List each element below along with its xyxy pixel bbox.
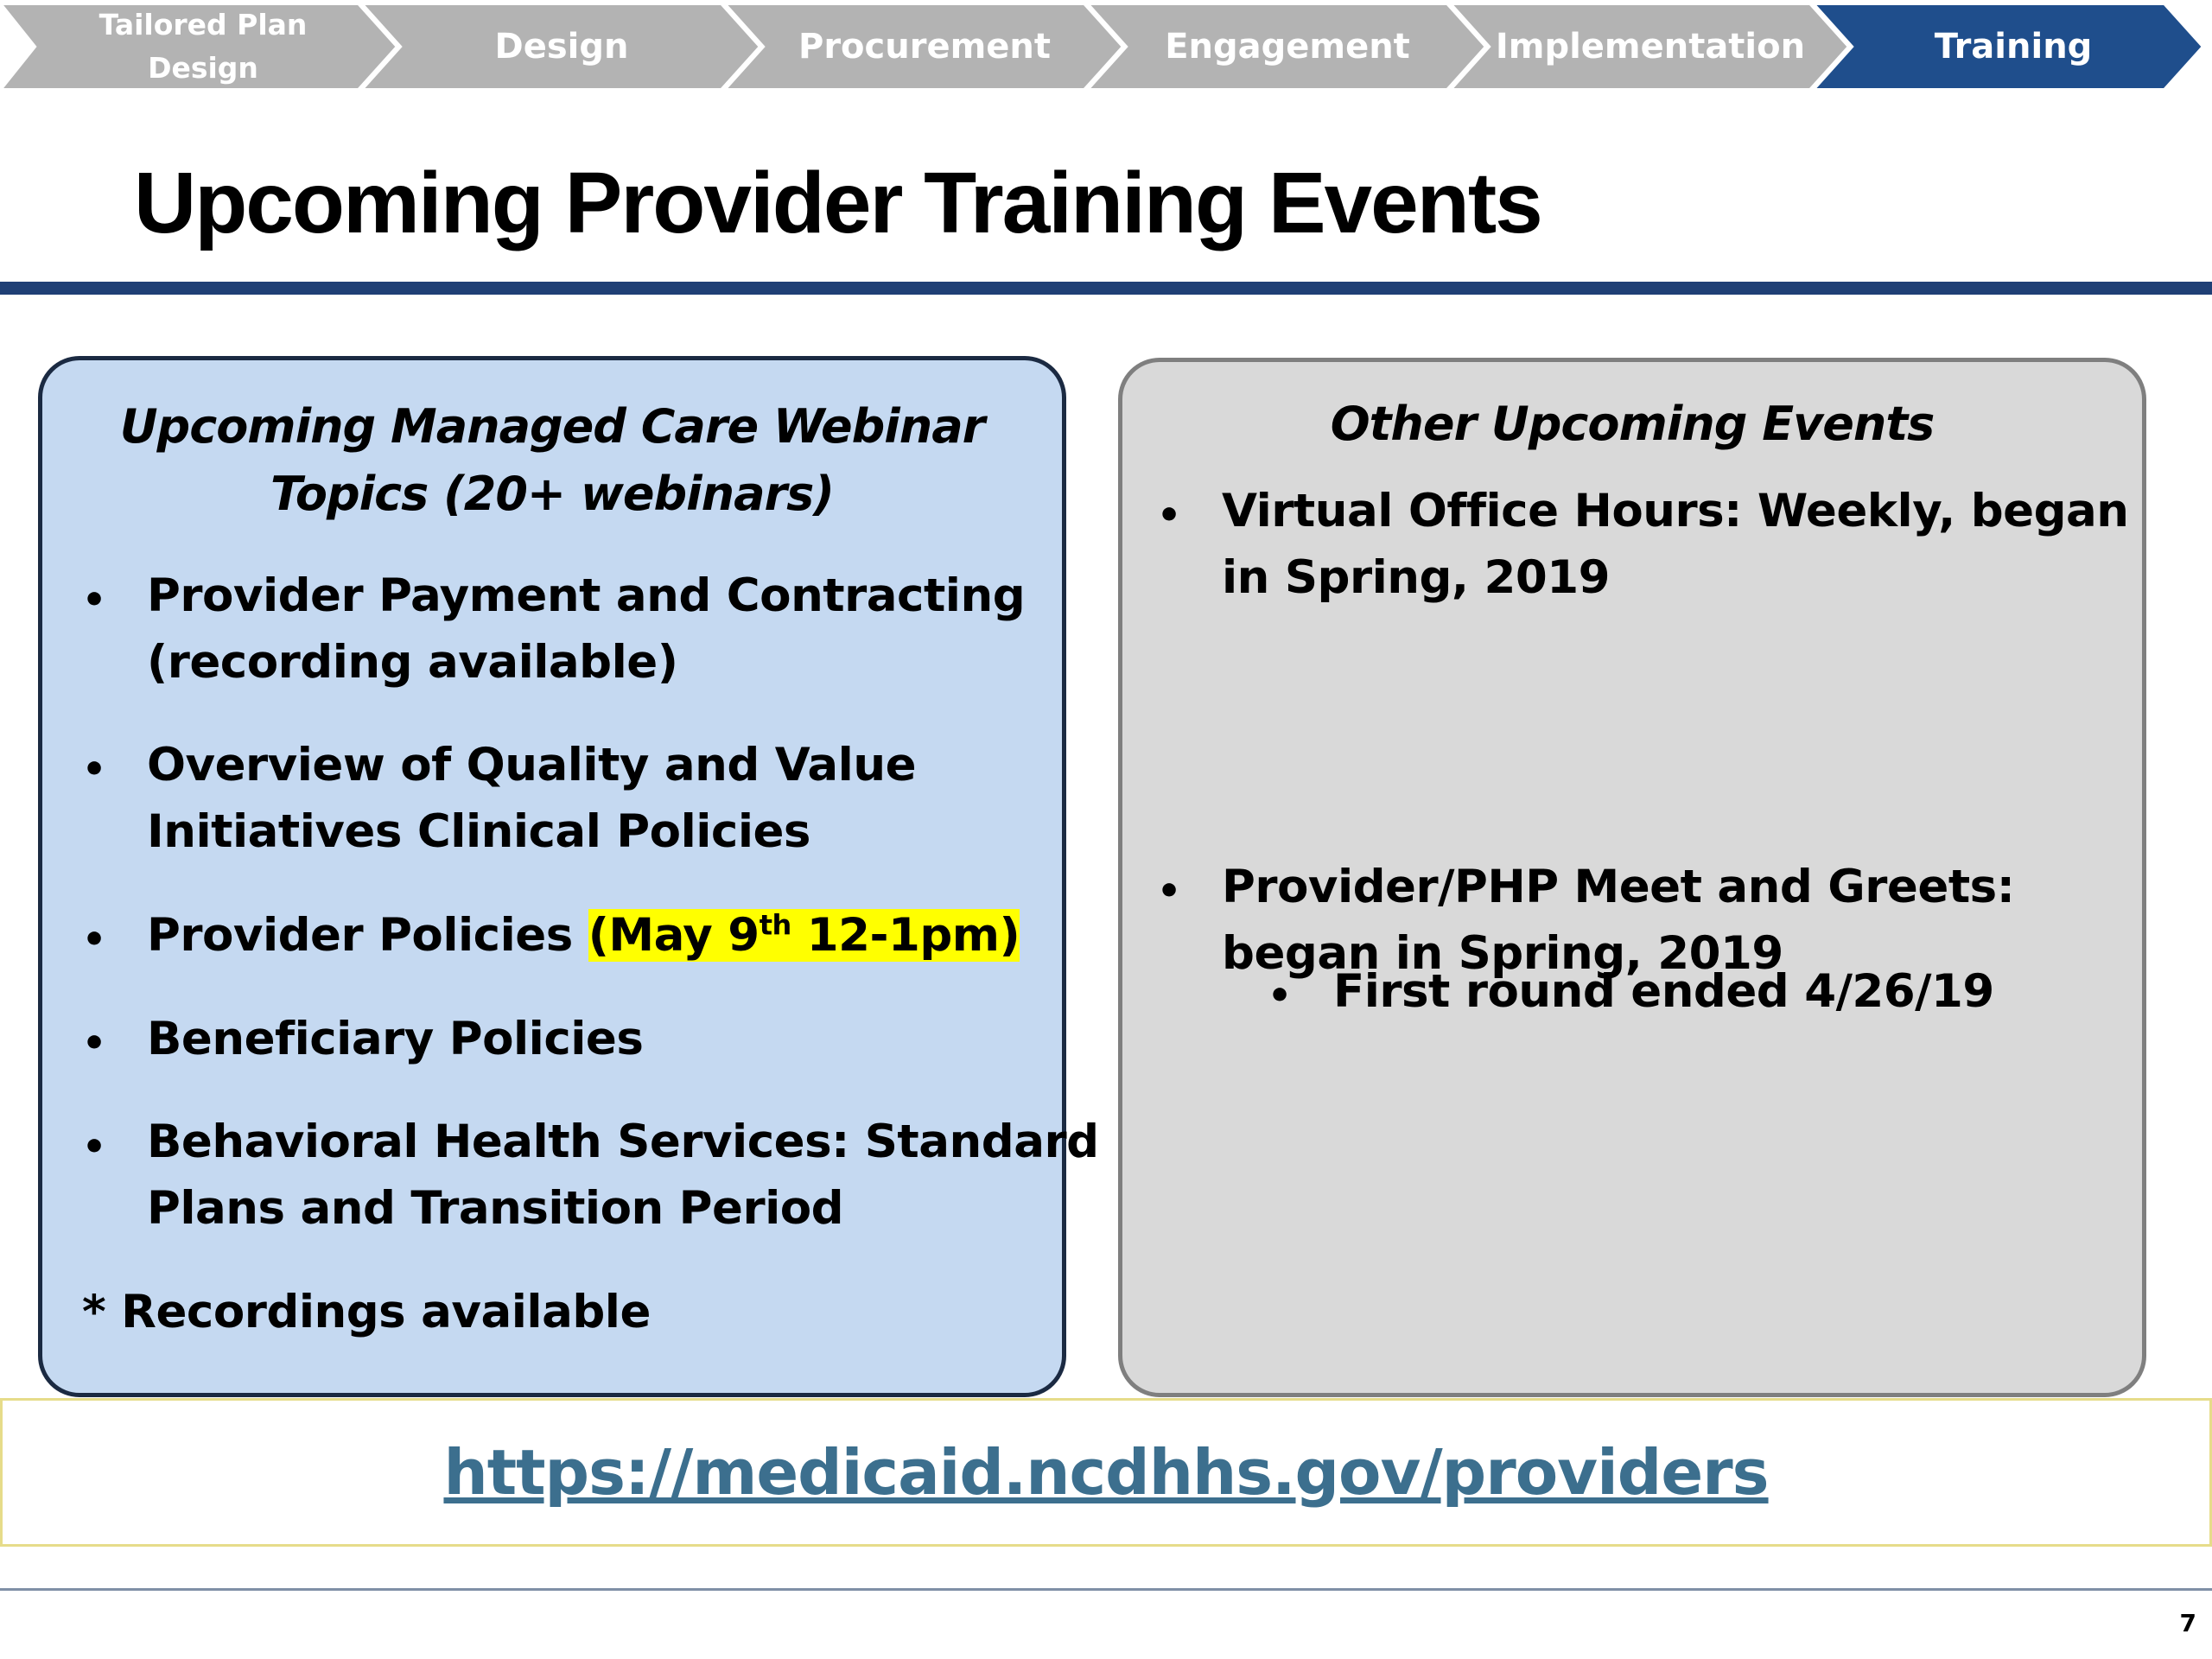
other-events-panel bbox=[1118, 358, 2146, 1397]
webinar-topics-panel bbox=[38, 356, 1099, 1397]
nav-step-engagement[interactable]: Engagement bbox=[1165, 27, 1410, 67]
bullet-icon: • bbox=[1157, 493, 1182, 537]
nav-step-procurement[interactable]: Procurement bbox=[798, 27, 1051, 67]
page-title: Upcoming Provider Training Events bbox=[134, 155, 1541, 251]
page-number: 7 bbox=[2179, 1609, 2196, 1637]
bullet-icon: • bbox=[82, 578, 107, 622]
bullet-icon: • bbox=[82, 1021, 107, 1065]
sub-bullet-icon: • bbox=[1268, 974, 1293, 1018]
webinar-topic-item: Behavioral Health Services: Standard Plans and Transition Period bbox=[147, 1116, 1099, 1235]
nav-step-design[interactable]: Design bbox=[494, 27, 629, 67]
nav-step-implementation[interactable]: Implementation bbox=[1495, 27, 1806, 67]
nav-step-tailored-plan-design[interactable]: Tailored Plan Design bbox=[99, 8, 308, 85]
webinar-topic-item: Provider Payment and Contracting (recording available) bbox=[147, 569, 1026, 689]
recordings-note: * Recordings available bbox=[82, 1286, 651, 1338]
footer-divider bbox=[0, 1588, 2212, 1591]
webinar-topic-item: Beneficiary Policies bbox=[147, 1013, 644, 1065]
providers-link[interactable]: https://medicaid.ncdhhs.gov/providers bbox=[443, 1436, 1769, 1509]
webinar-topic-item: Overview of Quality and Value Initiatives Clinical Policies bbox=[147, 739, 917, 858]
title-divider bbox=[0, 282, 2212, 295]
highlighted-date: (May 9th 12-1pm) bbox=[588, 908, 1020, 962]
other-events-heading: Other Upcoming Events bbox=[1330, 397, 1935, 451]
webinar-topics-heading: Upcoming Managed Care Webinar Topics (20+ webinars) bbox=[119, 399, 985, 521]
process-nav bbox=[0, 0, 2212, 93]
bullet-icon: • bbox=[82, 747, 107, 791]
other-event-item: Virtual Office Hours: Weekly, began in Spring, 2019 bbox=[1222, 485, 2129, 604]
nav-step-training[interactable]: Training bbox=[1934, 27, 2093, 67]
bullet-icon: • bbox=[82, 918, 107, 962]
other-event-item: Provider/PHP Meet and Greets: began in Spring, 2019 bbox=[1222, 861, 2015, 980]
bullet-icon: • bbox=[1157, 869, 1182, 913]
other-event-subitem: First round ended 4/26/19 bbox=[1333, 965, 1994, 1018]
bullet-icon: • bbox=[82, 1125, 107, 1169]
webinar-topic-item: Provider Policies (May 9th 12-1pm) bbox=[147, 908, 1020, 962]
